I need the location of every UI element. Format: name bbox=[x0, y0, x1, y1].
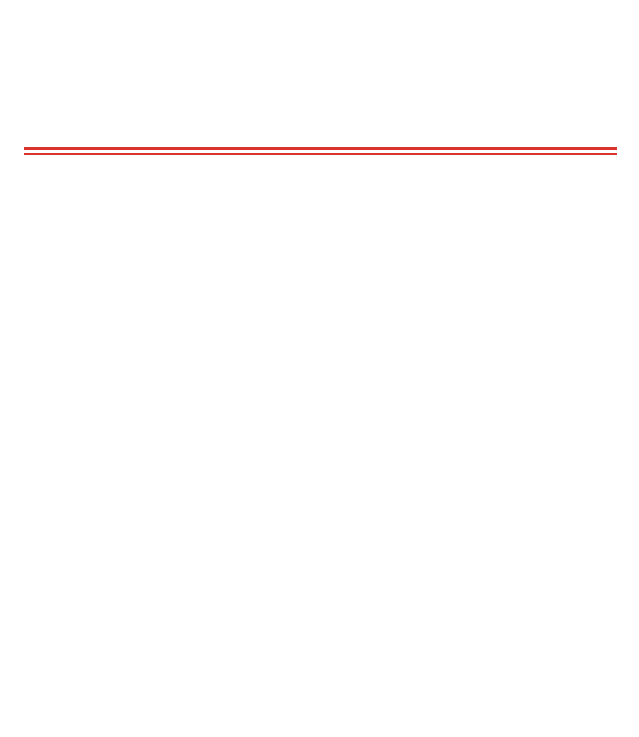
para1-line-3 bbox=[25, 512, 612, 566]
paragraph-1 bbox=[25, 404, 612, 620]
salutation-line bbox=[25, 350, 612, 404]
para1-line-2 bbox=[25, 458, 612, 512]
para1-line-4 bbox=[25, 566, 612, 620]
para2-line-2 bbox=[25, 685, 612, 737]
para2-line-1 bbox=[25, 631, 612, 685]
notice-body bbox=[25, 350, 612, 737]
paragraph-2 bbox=[25, 631, 612, 737]
letterhead-divider bbox=[24, 147, 617, 155]
mongolian-script-banner-icon bbox=[0, 0, 639, 86]
para1-line-1 bbox=[25, 404, 612, 458]
